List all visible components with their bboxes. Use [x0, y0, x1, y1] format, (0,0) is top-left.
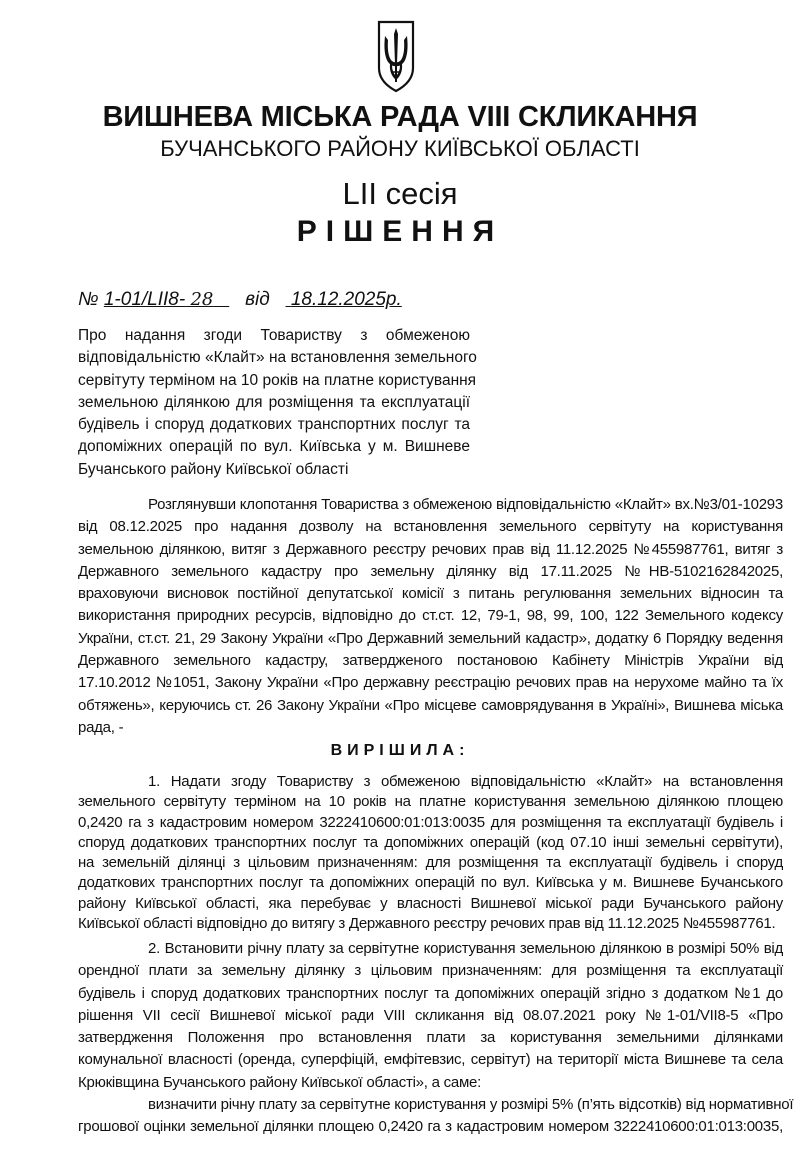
text-line: України, ст.ст. 21, 29 Закону України «Про Державний земельний кадастр», додатку 6 Порядку ведення — [78, 629, 783, 647]
date-value: 18.12.2025р. — [290, 289, 402, 310]
text-line: грошової оцінки земельної ділянки площею 0,2420 га з кадастровим номером 3222410600:01:013:0035, — [78, 1118, 783, 1136]
text-line: затвердження Положення про встановлення плати за користування земельними ділянками — [78, 1029, 783, 1047]
text-line: Розглянувши клопотання Товариства з обмеженою відповідальністю «Клайт» вх.№3/01-10293 — [148, 496, 783, 513]
text-line: будівель і споруд додаткових транспортних послуг та допоміжних операцій згідно з додатком №1 до — [78, 984, 783, 1002]
point-2-paragraph — [78, 938, 794, 1139]
decision-number — [104, 289, 229, 310]
text-line: від 08.12.2025 про надання дозволу на встановлення земельного сервітуту на користування — [78, 518, 783, 536]
number-prefix: № — [78, 289, 99, 310]
text-line: споруд додаткових транспортних послуг та допоміжних операцій (код 07.10 інші земельні сервітути), — [78, 833, 783, 851]
text-line: земельного сервітуту терміном на 10 років на платне користування земельною ділянкою площею — [78, 793, 783, 811]
text-line: орендної плати за земельну ділянку з цільовим призначенням: для розміщення та експлуатації — [78, 962, 783, 980]
text-line: визначити річну плату за сервітутне користування у розмірі 5% (п’ять відсотків) від нормативної — [148, 1096, 794, 1114]
district-name: БУЧАНСЬКОГО РАЙОНУ КИЇВСЬКОЇ ОБЛАСТІ — [160, 136, 640, 161]
text-line: сервітуту терміном на 10 років на платне користування — [78, 371, 477, 389]
text-line: Державного земельного кадастру про земельну ділянку від 17.11.2025 №НВ-5102162842025, — [78, 562, 783, 580]
handwritten-number: 28 — [190, 289, 214, 310]
text-line: будівель і споруд додаткових транспортних послуг та — [78, 416, 470, 434]
text-line: додаткових транспортних послуг та допоміжних операцій по вул. Київська у м. Вишневе Бучанського — [78, 874, 783, 892]
text-line: рішення VII сесії Вишневої міської ради VIII скликання від 08.07.2021 року №1-01/VII8-5 «Про — [78, 1006, 783, 1024]
text-line: Державного земельного кадастру, затвердженого постановою Кабінету Міністрів України від — [78, 652, 783, 670]
from-label: від — [245, 289, 270, 310]
text-line: відповідальністю «Клайт» на встановлення земельного — [78, 349, 477, 367]
text-line: Київської області відповідно до витягу з Державного реєстру речових прав від 11.12.2025 №455987761. — [78, 915, 776, 933]
decision-subject — [78, 325, 477, 481]
text-line: 0,2420 га з кадастровим номером 3222410600:01:013:0035 для розміщення та експлуатації будівель і — [78, 813, 783, 831]
text-line: використання природних ресурсів, відповідно до ст.ст. 12, 79-1, 98, 99, 100, 122 Земельного кодексу — [78, 607, 783, 625]
point-1-paragraph — [78, 772, 783, 934]
resolved-heading: ВИРІШИЛА: — [330, 742, 470, 759]
text-line: 2. Встановити річну плату за сервітутне користування земельною ділянкою в розмірі 50% від — [148, 940, 783, 957]
session-title: LII сесія — [342, 176, 458, 211]
text-line: обтяжень», керуючись ст. 26 Закону України «Про місцеве самоврядування в Україні», Вишнева міська — [78, 696, 783, 714]
decision-number-line — [78, 288, 402, 312]
text-line: земельною ділянкою, витяг з Державного реєстру речових прав від 11.12.2025 №455987761, витяг з — [78, 540, 783, 558]
text-line: враховуючи висновок постійної депутатської комісії з питань регулювання земельних відносин та — [78, 585, 783, 603]
text-line: земельною ділянкою для розміщення та експлуатації — [78, 393, 470, 411]
text-line: комунальної власності (оренда, суперфіцій, емфітевзис, сервітут) на території міста Вишневе та села — [78, 1051, 783, 1069]
text-line: Про надання згоди Товариству з обмеженою — [78, 327, 470, 344]
text-line: рада, - — [78, 718, 124, 736]
text-line: на земельній ділянці з цільовим призначенням: для розміщення та експлуатації будівель і споруд — [78, 854, 783, 872]
text-line: Бучанського району Київської області — [78, 460, 349, 478]
number-value: 1-01/LII8- — [103, 289, 186, 310]
coat-of-arms-trident-icon — [376, 18, 416, 94]
text-line: допоміжних операцій по вул. Київська у м. Вишневе — [78, 438, 470, 456]
preamble-paragraph — [78, 494, 783, 739]
text-line: 17.10.2012 №1051, Закону України «Про державну реєстрацію речових прав на нерухоме майно та їх — [78, 674, 783, 692]
council-name: ВИШНЕВА МІСЬКА РАДА VIII СКЛИКАННЯ — [102, 101, 698, 133]
text-line: 1. Надати згоду Товариству з обмеженою відповідальністю «Клайт» на встановлення — [148, 773, 783, 790]
document-type: РІШЕННЯ — [296, 215, 504, 248]
decision-date — [286, 289, 402, 310]
text-line: Крюківщина Бучанського району Київської області», а саме: — [78, 1073, 482, 1091]
text-line: району Київської області, яка перебуває у власності Вишневої міської ради Бучанського району — [78, 894, 783, 912]
